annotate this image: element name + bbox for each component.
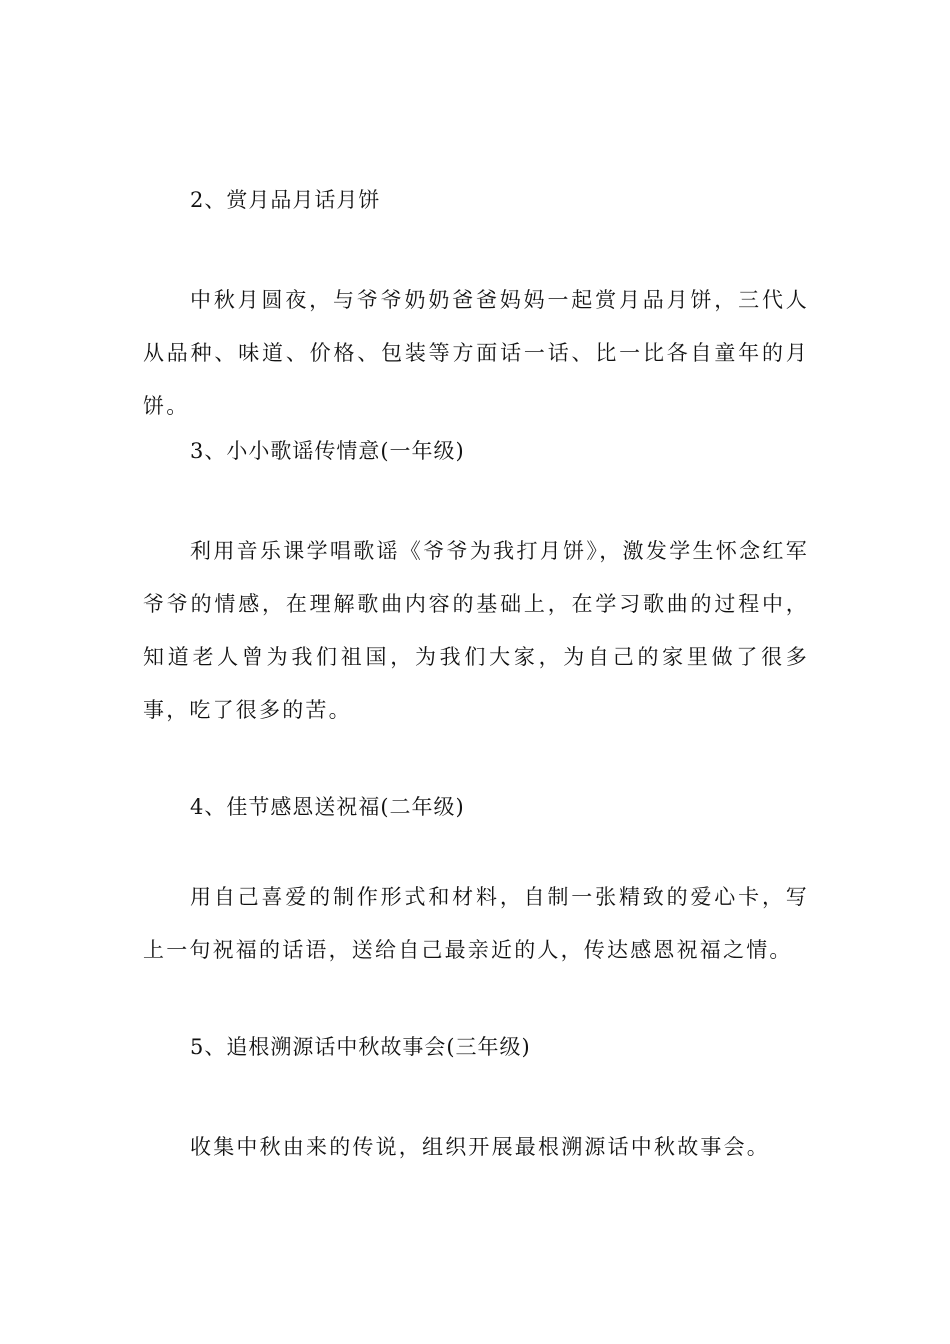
section-paragraph: 收集中秋由来的传说，组织开展最根溯源话中秋故事会。 [190, 1135, 770, 1159]
section-paragraph: 中秋月圆夜，与爷爷奶奶爸爸妈妈一起赏月品月饼，三代人从品种、味道、价格、包装等方面话一话、比一比各自童年的月饼。 [143, 288, 809, 418]
section-heading: 4、佳节感恩送祝福(二年级) [190, 795, 465, 819]
section-paragraph: 用自己喜爱的制作形式和材料，自制一张精致的爱心卡，写上一句祝福的话语，送给自己最亲近的人，传达感恩祝福之情。 [143, 885, 809, 962]
section-heading: 3、小小歌谣传情意(一年级) [190, 439, 465, 463]
section-paragraph: 利用音乐课学唱歌谣《爷爷为我打月饼》，激发学生怀念红军爷爷的情感，在理解歌曲内容的基础上，在学习歌曲的过程中，知道老人曾为我们祖国，为我们大家，为自己的家里做了很多事，吃了很多的苦。 [143, 539, 809, 722]
section-heading: 5、追根溯源话中秋故事会(三年级) [190, 1035, 531, 1059]
section-heading: 2、赏月品月话月饼 [190, 188, 381, 212]
